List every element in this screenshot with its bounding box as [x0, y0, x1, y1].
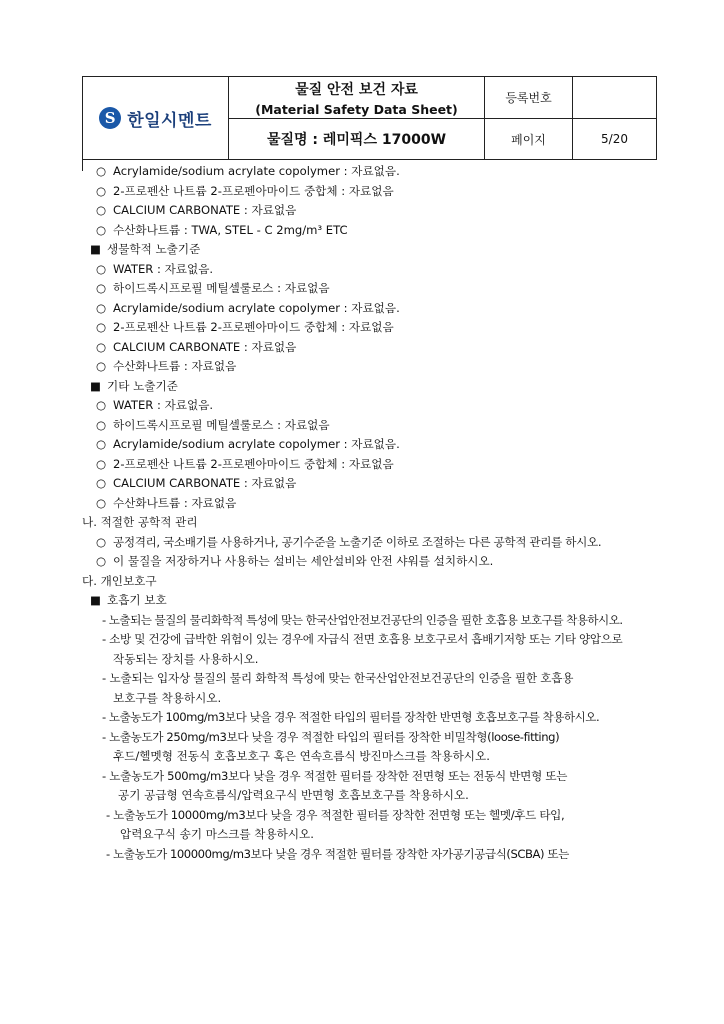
list-item: ○ Acrylamide/sodium acrylate copolymer : 자료없음. [96, 300, 400, 315]
list-item: ○ 수산화나트륨 : 자료없음 [96, 359, 237, 373]
list-item: ○ 2-프로펜산 나트륨 2-프로펜아마이드 중합체 : 자료없음 [96, 183, 394, 198]
circle-bullet-icon: ○ [96, 495, 107, 510]
list-item: ○ 하이드록시프로필 메틸셀룰로스 : 자료없음 [96, 417, 330, 432]
list-item: ○ Acrylamide/sodium acrylate copolymer : 자료없음. [96, 437, 400, 451]
list-item: ○ Acrylamide/sodium acrylate copolymer : 자료없음. [96, 164, 400, 178]
section-heading: ■ 생물학적 노출기준 [90, 242, 201, 256]
square-bullet-icon: ■ [90, 593, 101, 607]
list-item: - 노출되는 입자상 물질의 물리 화학적 특성에 맞는 한국산업안전보건공단의 인증을 필한 호흡용 [102, 671, 574, 685]
section-heading: ■ 기타 노출기준 [90, 378, 178, 393]
list-item: ○ CALCIUM CARBONATE : 자료없음 [96, 339, 297, 354]
circle-bullet-icon: ○ [96, 437, 107, 451]
list-item-continued: 작동되는 장치를 사용하시오. [113, 651, 259, 666]
circle-bullet-icon: ○ [96, 359, 107, 373]
company-logo-cell [83, 77, 229, 160]
list-item-continued: 보호구를 착용하시오. [113, 690, 222, 705]
circle-bullet-icon: ○ [96, 320, 107, 334]
list-item: - 노출농도가 100000mg/m3보다 낮을 경우 적절한 필터를 장착한 자가공기공급식(SCBA) 또는 [106, 846, 569, 861]
registration-value [573, 77, 657, 119]
list-item: ○ WATER : 자료없음. [96, 398, 214, 412]
square-bullet-icon: ■ [90, 242, 101, 256]
list-item: ○ 하이드록시프로필 메틸셀룰로스 : 자료없음 [96, 281, 330, 295]
list-item: ○ WATER : 자료없음. [96, 261, 214, 276]
circle-bullet-icon: ○ [96, 456, 107, 471]
circle-bullet-icon: ○ [96, 300, 107, 315]
list-item: ○ 2-프로펜산 나트륨 2-프로펜아마이드 중합체 : 자료없음 [96, 456, 394, 471]
circle-bullet-icon: ○ [96, 417, 107, 432]
list-item: - 소방 및 건강에 급박한 위험이 있는 경우에 자급식 전면 호흡용 보호구로서 흡배기저항 또는 기타 양압으로 [102, 632, 623, 646]
product-name: 물질명 : 레미픽스 17000W [229, 119, 485, 160]
list-item: - 노출농도가 500mg/m3보다 낮을 경우 적절한 필터를 장착한 전면형 또는 전동식 반면형 또는 [102, 768, 568, 783]
circle-bullet-icon: ○ [96, 203, 107, 217]
list-item: ○ 수산화나트륨 : 자료없음 [96, 495, 237, 510]
list-item: - 노출농도가 10000mg/m3보다 낮을 경우 적절한 필터를 장착한 전면형 또는 헬멧/후드 타입, [106, 807, 565, 822]
circle-bullet-icon: ○ [96, 281, 107, 295]
header-left-rule [82, 159, 83, 171]
company-name: 한일시멘트 [127, 110, 212, 131]
circle-bullet-icon: ○ [96, 261, 107, 276]
list-item: - 노출농도가 100mg/m3보다 낮을 경우 적절한 타입의 필터를 장착한 반면형 호흡보호구를 착용하시오. [102, 710, 600, 724]
list-item: ○ 수산화나트륨 : TWA, STEL - C 2mg/m³ ETC [96, 222, 348, 237]
list-item: - 노출되는 물질의 물리화학적 특성에 맞는 한국산업안전보건공단의 인증을 필한 호흡용 보호구를 착용하시오. [102, 612, 623, 627]
list-item: - 노출농도가 250mg/m3보다 낮을 경우 적절한 타입의 필터를 장착한 비밀착형(loose-fitting) [102, 729, 560, 744]
circle-bullet-icon: ○ [96, 164, 107, 178]
section-title: 나. 적절한 공학적 관리 [82, 515, 198, 529]
circle-bullet-icon: ○ [96, 183, 107, 198]
list-item-continued: 압력요구식 송기 마스크를 착용하시오. [120, 827, 314, 841]
circle-bullet-icon: ○ [96, 534, 106, 549]
square-bullet-icon: ■ [90, 378, 101, 393]
list-item-continued: 후드/헬멧형 전동식 호흡보호구 혹은 연속흐름식 방진마스크를 착용하시오. [113, 749, 490, 763]
circle-bullet-icon: ○ [96, 339, 107, 354]
list-item: ○ 이 물질을 저장하거나 사용하는 설비는 세안설비와 안전 샤워를 설치하시오. [96, 554, 494, 568]
section-heading: ■ 호흡기 보호 [90, 593, 167, 607]
list-item: ○ CALCIUM CARBONATE : 자료없음 [96, 203, 297, 217]
list-item: ○ CALCIUM CARBONATE : 자료없음 [96, 476, 297, 490]
list-item: ○ 공정격리, 국소배기를 사용하거나, 공기수준을 노출기준 이하로 조절하는 다른 공학적 관리를 하시오. [96, 534, 602, 549]
list-item-continued: 공기 공급형 연속흐름식/압력요구식 반면형 호흡보호구를 착용하시오. [118, 788, 469, 802]
section-title: 다. 개인보호구 [82, 573, 157, 588]
list-item: ○ 2-프로펜산 나트륨 2-프로펜아마이드 중합체 : 자료없음 [96, 320, 394, 334]
company-logo [83, 106, 228, 131]
circle-bullet-icon: ○ [96, 222, 107, 237]
page-number: 5/20 [573, 119, 657, 160]
registration-label: 등록번호 [485, 77, 573, 119]
document-subtitle: (Material Safety Data Sheet) [255, 101, 458, 117]
page-label: 페이지 [485, 119, 573, 160]
msds-header-table [82, 76, 657, 160]
document-title-cell [229, 77, 485, 119]
document-title: 물질 안전 보건 자료 [295, 81, 418, 98]
circle-bullet-icon: ○ [96, 476, 107, 490]
circle-bullet-icon: ○ [96, 554, 107, 568]
company-logo-icon: S [99, 107, 121, 129]
circle-bullet-icon: ○ [96, 398, 107, 412]
